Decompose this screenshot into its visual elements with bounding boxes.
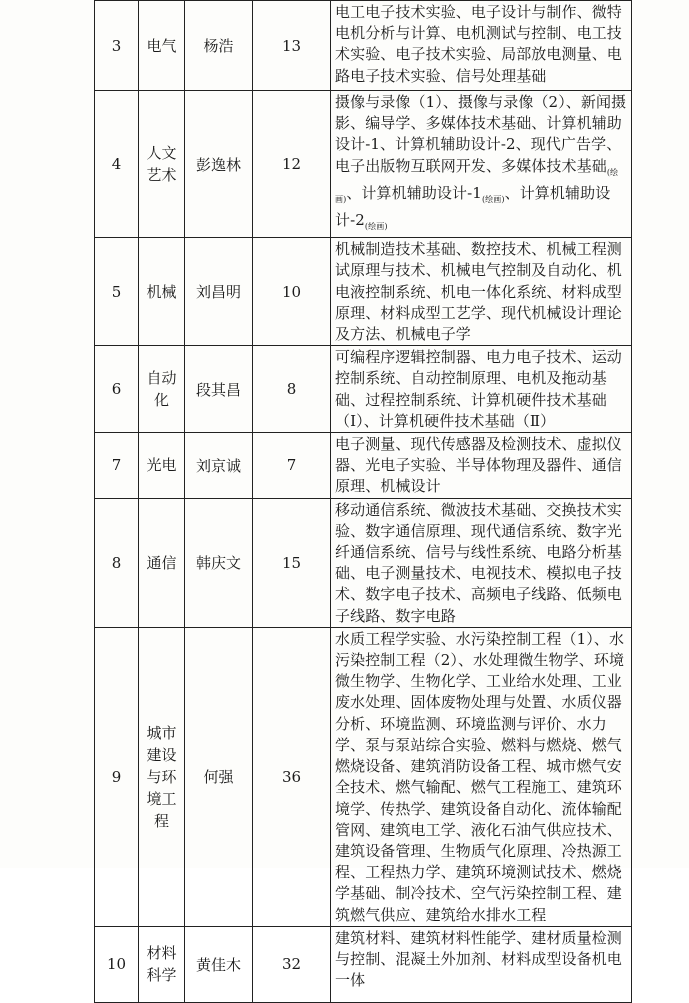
- department: 城市建设与环境工程: [139, 627, 185, 926]
- course-note: (绘画): [335, 167, 619, 204]
- teacher-name: 刘京诚: [185, 433, 253, 499]
- course-count: 12: [253, 91, 331, 238]
- row-number: 6: [95, 346, 139, 433]
- teacher-name: 何强: [185, 627, 253, 926]
- course-list: [331, 91, 632, 238]
- course-count: 15: [253, 498, 331, 627]
- teacher-name: 段其昌: [185, 346, 253, 433]
- course-list: 电工电子技术实验、电子设计与制作、微特电机分析与计算、电机测试与控制、电工技术实验、电子技术实验、局部放电测量、电路电子技术实验、信号处理基础: [331, 1, 632, 91]
- row-number: 3: [95, 1, 139, 91]
- row-number: 7: [95, 433, 139, 499]
- course-list: 机械制造技术基础、数控技术、机械工程测试原理与技术、机械电气控制及自动化、机电液控制系统、机电一体化系统、材料成型原理、材料成型工艺学、现代机械设计理论及方法、机械电子学: [331, 238, 632, 346]
- table-row: [95, 346, 632, 433]
- department: 自动化: [139, 346, 185, 433]
- course-table: [94, 0, 632, 1003]
- teacher-name: 彭逸林: [185, 91, 253, 238]
- row-number: 10: [95, 926, 139, 1002]
- table-row: [95, 433, 632, 499]
- department: 材料科学: [139, 926, 185, 1002]
- course-count: 7: [253, 433, 331, 499]
- table-row: [95, 91, 632, 238]
- department: 通信: [139, 498, 185, 627]
- teacher-name: 杨浩: [185, 1, 253, 91]
- table-row: [95, 627, 632, 926]
- table-row: [95, 926, 632, 1002]
- row-number: 5: [95, 238, 139, 346]
- department: 光电: [139, 433, 185, 499]
- row-number: 4: [95, 91, 139, 238]
- course-count: 32: [253, 926, 331, 1002]
- course-text: 摄像与录像（1）、摄像与录像（2）、新闻摄影、编导学、多媒体技术基础、计算机辅助设计-1、计算机辅助设计-2、现代广告学、电子出版物互联网开发、多媒体技术基础: [335, 93, 627, 175]
- course-list: 移动通信系统、微波技术基础、交换技术实验、数字通信原理、现代通信系统、数字光纤通信系统、信号与线性系统、电路分析基础、电子测量技术、电视技术、模拟电子技术、数字电子技术、高频电子线路、低频电子线路、数字电路: [331, 498, 632, 627]
- department: 人文艺术: [139, 91, 185, 238]
- department: 机械: [139, 238, 185, 346]
- course-note: (绘画): [481, 194, 505, 204]
- department: 电气: [139, 1, 185, 91]
- table-row: [95, 238, 632, 346]
- teacher-name: 刘昌明: [185, 238, 253, 346]
- course-list: 建筑材料、建筑材料性能学、建材质量检测与控制、混凝土外加剂、材料成型设备机电一体: [331, 926, 632, 1002]
- row-number: 8: [95, 498, 139, 627]
- course-list: 可编程序逻辑控制器、电力电子技术、运动控制系统、自动控制原理、电机及拖动基础、过程控制系统、计算机硬件技术基础（Ⅰ）、计算机硬件技术基础（Ⅱ）: [331, 346, 632, 433]
- teacher-name: 黄佳木: [185, 926, 253, 1002]
- course-count: 8: [253, 346, 331, 433]
- course-note: (绘画): [364, 222, 388, 232]
- row-number: 9: [95, 627, 139, 926]
- table-row: [95, 1, 632, 91]
- teacher-name: 韩庆文: [185, 498, 253, 627]
- table-row: [95, 498, 632, 627]
- course-text: 、计算机辅助设计-1: [346, 183, 482, 202]
- course-count: 13: [253, 1, 331, 91]
- course-text: 、计算机辅助设计-2: [335, 183, 611, 230]
- course-count: 10: [253, 238, 331, 346]
- course-count: 36: [253, 627, 331, 926]
- course-list: 水质工程学实验、水污染控制工程（1）、水污染控制工程（2）、水处理微生物学、环境微生物学、生物化学、工业给水处理、工业废水处理、固体废物处理与处置、水质仪器分析、环境监测、环境监测与评价、水力学、泵与泵站综合实验、燃料与燃烧、燃气燃烧设备、建筑消防设备工程、城市燃气安全技术、燃气输配、燃气工程施工、建筑环境学、传热学、建筑设备自动化、流体输配管网、建筑电工学、液化石油气供应技术、建筑设备管理、生物质气化原理、冷热源工程、工程热力学、建筑环境测试技术、燃烧学基础、制冷技术、空气污染控制工程、建筑燃气供应、建筑给水排水工程: [331, 627, 632, 926]
- course-list: 电子测量、现代传感器及检测技术、虚拟仪器、光电子实验、半导体物理及器件、通信原理、机械设计: [331, 433, 632, 499]
